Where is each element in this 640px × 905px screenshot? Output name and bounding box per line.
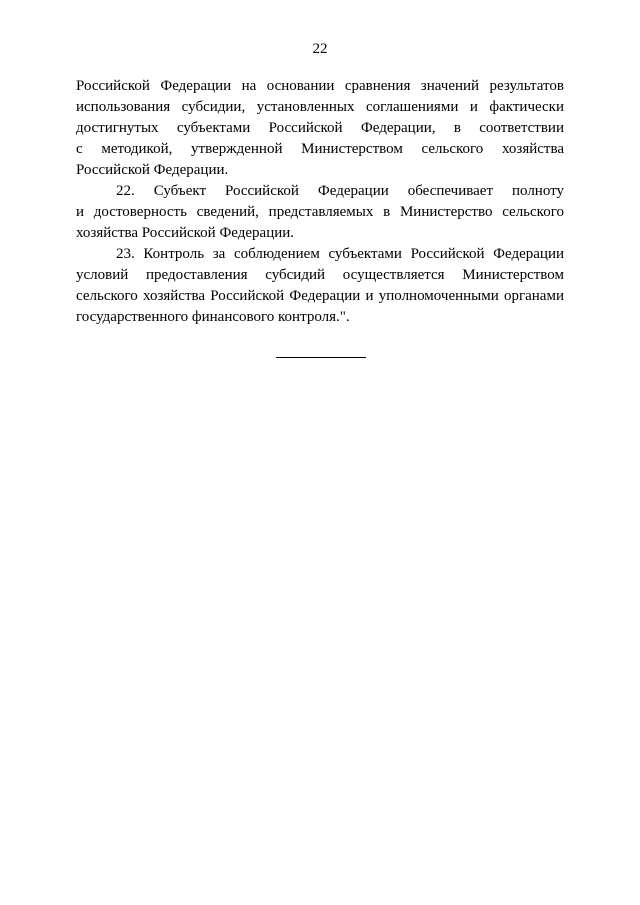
text-line: Российской Федерации.: [76, 162, 229, 178]
page-number: 22: [312, 41, 328, 57]
text-line: 22. Субъект Российской Федерации обеспечивает полноту: [116, 183, 564, 199]
paragraph-continuation: [76, 76, 564, 181]
text-line: условий предоставления субсидий осуществляется Министерством: [76, 267, 564, 283]
text-line: сельского хозяйства Российской Федерации и уполномоченными органами: [76, 288, 564, 304]
text-line: 23. Контроль за соблюдением субъектами Российской Федерации: [116, 246, 564, 262]
text-line: государственного финансового контроля.".: [76, 309, 350, 325]
text-line: хозяйства Российской Федерации.: [76, 225, 295, 241]
text-line: и достоверность сведений, представляемых в Министерство сельского: [76, 204, 564, 220]
text-line: использования субсидии, установленных соглашениями и фактически: [76, 99, 564, 115]
paragraph-23: [76, 244, 564, 328]
text-line: достигнутых субъектами Российской Федерации, в соответствии: [76, 120, 564, 136]
end-separator-line: [276, 357, 366, 358]
document-body: [76, 76, 564, 328]
paragraph-22: [76, 181, 564, 244]
text-line: Российской Федерации на основании сравнения значений результатов: [76, 78, 564, 94]
text-line: с методикой, утвержденной Министерством сельского хозяйства: [76, 141, 564, 157]
